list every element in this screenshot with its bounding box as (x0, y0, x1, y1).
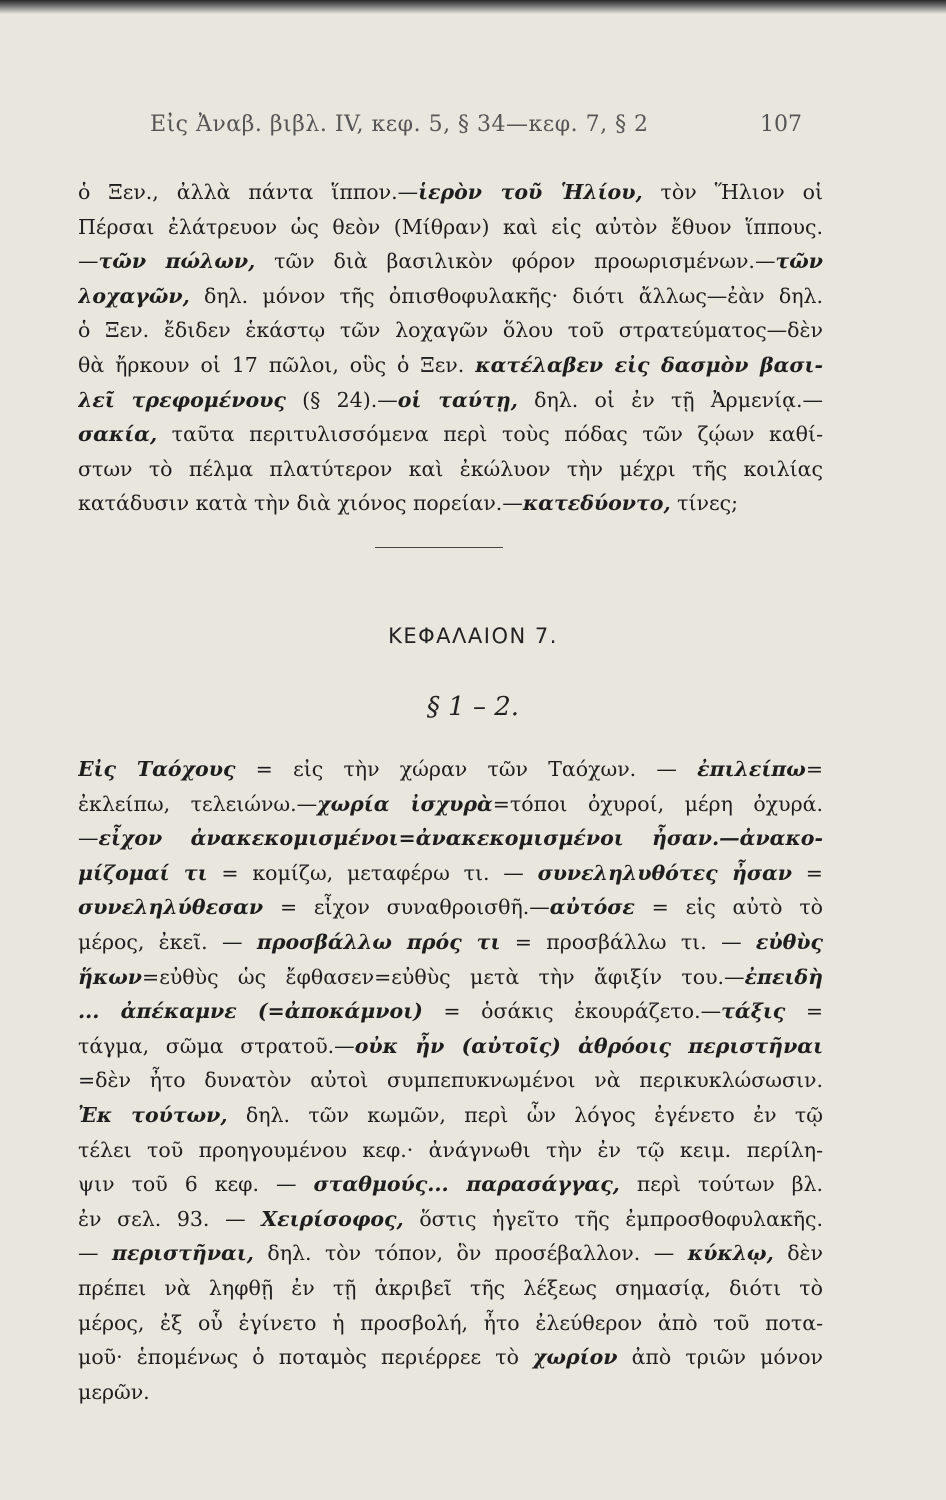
gloss-text: τάγμα, σῶμα στρατοῦ.— (78, 1033, 355, 1058)
text-line (78, 383, 823, 418)
text-line (78, 925, 823, 960)
text-line (78, 1271, 823, 1306)
lemma-term: χωρίον (533, 1345, 618, 1370)
lemma-term: ἐπειδὴ (744, 964, 823, 989)
gloss-text: = (785, 999, 823, 1024)
gloss-text: κατάδυσιν κατὰ τὴν διὰ χιόνος πορείαν.— (78, 491, 523, 516)
gloss-text: δηλ. μόνον τῆς ὀπισθοφυλακῆς· διότι ἄλλως—ἐὰν δηλ. (189, 283, 823, 308)
gloss-text: ἀπὸ τριῶν μόνον (617, 1345, 823, 1370)
gloss-text: δὲν (773, 1241, 823, 1266)
lemma-term: Χειρίσοφος, (261, 1206, 404, 1231)
text-line (78, 348, 823, 383)
lemma-term: κύκλῳ, (687, 1241, 774, 1266)
text-line (78, 417, 823, 452)
gloss-text: = κομίζω, μεταφέρω τι. — (207, 860, 538, 885)
text-line (78, 279, 823, 314)
text-line (78, 821, 823, 856)
gloss-text: μερῶν. (78, 1379, 150, 1404)
gloss-text: δηλ. τῶν κωμῶν, περὶ ὧν λόγος ἐγένετο ἐν τῷ (227, 1102, 823, 1127)
lemma-term: τῶν πώλων, (98, 249, 256, 274)
commentary-block-chapter-7 (78, 752, 823, 1409)
lemma-term: περιστῆναι, (111, 1241, 254, 1266)
text-line (78, 1202, 823, 1237)
text-line (78, 994, 823, 1029)
gloss-text: — (78, 826, 99, 851)
lemma-term: ἐπιλείπω (697, 757, 806, 781)
gloss-text: ἐν σελ. 93. — (78, 1206, 262, 1231)
gloss-text: ψιν τοῦ 6 κεφ. — (78, 1172, 314, 1197)
lemma-term: τῶν (775, 249, 823, 274)
gloss-text: = προσβάλλω τι. — (500, 929, 756, 954)
running-head-title: Εἰς Ἀναβ. βιβλ. IV, κεφ. 5, § 34—κεφ. 7, § 2 (150, 112, 649, 137)
gloss-text: μοῦ· ἑπομένως ὁ ποταμὸς περιέρρεε τὸ (78, 1345, 534, 1370)
text-line (78, 856, 823, 891)
lemma-term: οὐκ ἦν (αὐτοῖς) ἀθρόοις περιστῆναι (354, 1033, 823, 1058)
lemma-term: προσβάλλω πρός τι (256, 929, 501, 954)
gloss-text: θὰ ἤρκουν οἱ 17 πῶλοι, οὓς ὁ Ξεν. (78, 352, 476, 377)
gloss-text: =δὲν ἦτο δυνατὸν αὐτοὶ συμπεπυκνωμένοι νὰ περικυκλώσωσιν. (78, 1068, 823, 1093)
lemma-term: μίζομαί τι (78, 860, 208, 885)
text-line (78, 175, 823, 210)
gloss-text: τῶν διὰ βασιλικὸν φόρον προωρισμένων.— (255, 249, 776, 274)
text-line (78, 1133, 823, 1168)
text-line (78, 244, 823, 279)
gloss-text: μέρος, ἐκεῖ. — (78, 929, 257, 954)
gloss-text: =εὐθὺς ὡς ἔφθασεν=εὐθὺς μετὰ τὴν ἄφιξίν του.— (142, 964, 745, 989)
chapter-heading: ΚΕΦΑΛΑΙΟΝ 7. (388, 624, 558, 648)
lemma-term: λοχαγῶν, (78, 283, 190, 308)
lemma-term: αὐτόσε (549, 895, 635, 920)
gloss-text: στων τὸ πέλμα πλατύτερον καὶ ἐκώλυον τὴν μέχρι τῆς κοιλίας (78, 456, 823, 481)
gloss-text: περὶ τούτων βλ. (619, 1172, 823, 1197)
text-line (78, 486, 823, 521)
gloss-text: — (78, 1241, 112, 1266)
gloss-text: = ὁσάκις ἐκουράζετο.— (422, 999, 722, 1024)
lemma-term: Εἰς Ταόχους (78, 757, 236, 781)
gloss-text: ὅστις ἡγεῖτο τῆς ἐμπροσθοφυλακῆς. (403, 1206, 823, 1231)
commentary-block-chapter-6 (78, 175, 823, 521)
text-line (78, 890, 823, 925)
text-line (78, 1375, 823, 1410)
lemma-term: χωρία ἰσχυρὰ (317, 791, 493, 816)
text-line (78, 313, 823, 348)
lemma-term: Ἐκ τούτων, (78, 1102, 228, 1127)
text-line (78, 1029, 823, 1064)
section-divider-rule (375, 547, 503, 548)
text-line (78, 1098, 823, 1133)
page-number: 107 (760, 112, 802, 137)
gloss-text: δηλ. τὸν τόπον, ὃν προσέβαλλον. — (253, 1241, 688, 1266)
lemma-term: κατέλαβεν εἰς δασμὸν βασι- (475, 352, 823, 377)
gloss-text: ταῦτα περιτυλισσόμενα περὶ τοὺς πόδας τῶν ζῴων καθί- (157, 422, 823, 447)
lemma-term: οἱ ταύτῃ, (397, 387, 518, 412)
gloss-text: =τόποι ὀχυροί, μέρη ὀχυρά. (492, 791, 823, 816)
gloss-text: = εἶχον συναθροισθῆ.— (263, 895, 550, 920)
gloss-text: τίνες; (670, 491, 738, 516)
lemma-term: συνεληλύθεσαν (78, 895, 264, 920)
gloss-text: (§ 24).— (285, 387, 398, 412)
gloss-text: ὁ Ξεν., ἀλλὰ πάντα ἵππον.— (78, 180, 419, 204)
lemma-term: συνεληλυθότες ἦσαν (537, 860, 793, 885)
gloss-text: δηλ. οἱ ἐν τῇ Ἀρμενίᾳ.— (517, 387, 823, 412)
lemma-term: τάξις (721, 999, 786, 1024)
lemma-term: σταθμούς... παρασάγγας, (313, 1172, 620, 1197)
gloss-text: τὸν Ἥλιον οἱ (642, 180, 823, 204)
section-heading: § 1 – 2. (426, 692, 520, 722)
gloss-text: = (792, 860, 823, 885)
text-line (78, 1236, 823, 1271)
lemma-term: ... ἀπέκαμνε (=ἀποκάμνοι) (78, 999, 423, 1024)
gloss-text: = εἰς αὐτὸ τὸ (634, 895, 823, 920)
gloss-text: ὁ Ξεν. ἔδιδεν ἑκάστῳ τῶν λοχαγῶν ὅλου τοῦ στρατεύματος—δὲν (78, 318, 823, 343)
text-line (78, 1340, 823, 1375)
lemma-term: κατεδύοντο, (522, 491, 671, 516)
text-line (78, 1306, 823, 1341)
gloss-text: = εἰς τὴν χώραν τῶν Ταόχων. — (235, 757, 698, 781)
lemma-term: ἱερὸν τοῦ Ἡλίου, (418, 180, 643, 204)
gloss-text: τέλει τοῦ προηγουμένου κεφ.· ἀνάγνωθι τὴν ἐν τῷ κειμ. περίλη- (78, 1137, 823, 1162)
text-line (78, 1167, 823, 1202)
text-line (78, 210, 823, 245)
gloss-text: μέρος, ἐξ οὗ ἐγίνετο ἡ προσβολή, ἦτο ἐλεύθερον ἀπὸ τοῦ ποτα- (78, 1310, 823, 1335)
gloss-text: Πέρσαι ἐλάτρευον ὡς θεὸν (Μίθραν) καὶ εἰς αὐτὸν ἔθυον ἵππους. (78, 214, 823, 239)
gloss-text: = (805, 757, 823, 781)
gloss-text: πρέπει νὰ ληφθῇ ἐν τῇ ἀκριβεῖ τῆς λέξεως σημασίᾳ, διότι τὸ (78, 1275, 823, 1300)
text-line (78, 1063, 823, 1098)
text-line (78, 787, 823, 822)
gloss-text: ἐκλείπω, τελειώνω.— (78, 791, 318, 816)
text-line (78, 960, 823, 995)
lemma-term: σακία, (78, 422, 158, 447)
text-line (78, 752, 823, 787)
lemma-term: εὐθὺς (755, 929, 823, 954)
lemma-term: ἥκων (78, 964, 143, 989)
text-line (78, 452, 823, 487)
lemma-term: λεῖ τρεφομένους (78, 387, 286, 412)
lemma-term: εἶχον ἀνακεκομισμένοι=ἀνακεκομισμένοι ἦσαν.—ἀνακο- (98, 826, 823, 851)
gloss-text: — (78, 249, 99, 274)
